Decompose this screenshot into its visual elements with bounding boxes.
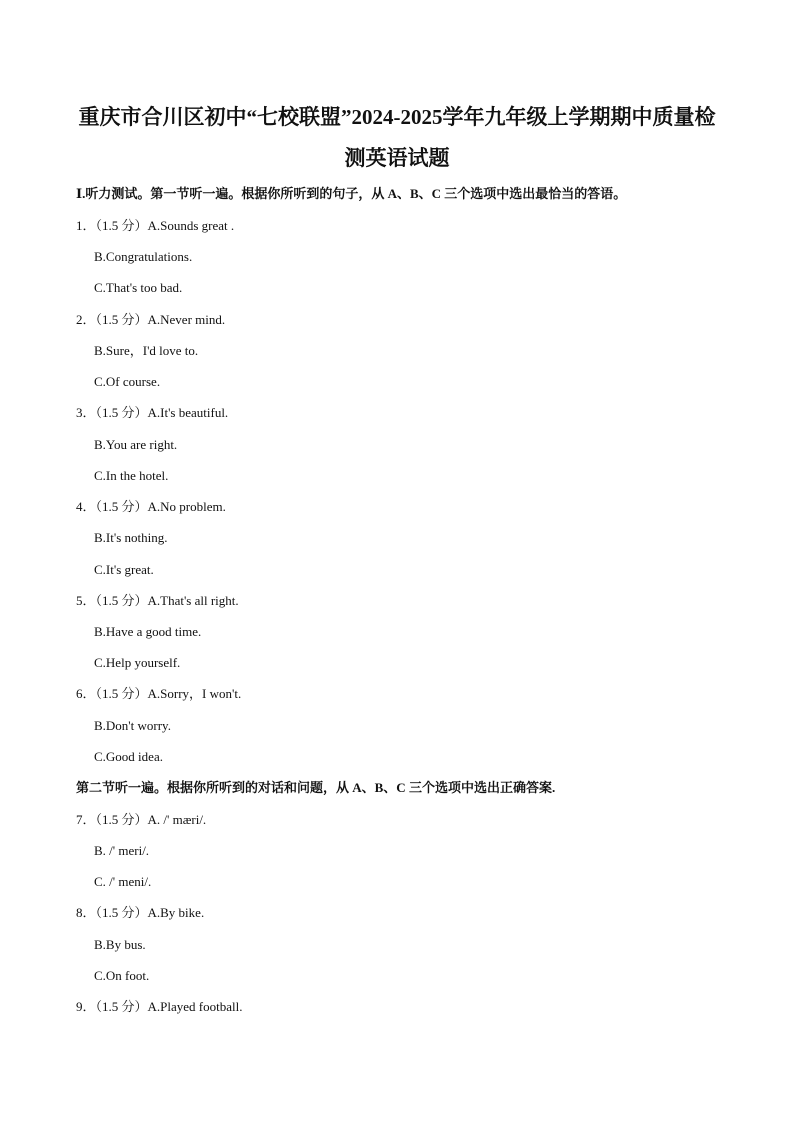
question-8-stem: 8．（1.5 分）A.By bike. — [76, 905, 205, 920]
question-4-stem: 4．（1.5 分）A.No problem. — [76, 499, 226, 514]
question-2-option-c: C.Of course. — [94, 374, 161, 389]
page-title-line-1: 重庆市合川区初中“七校联盟”2024-2025学年九年级上学期期中质量检 — [78, 105, 716, 129]
question-6-option-b: B.Don't worry. — [94, 718, 171, 733]
question-9-stem: 9．（1.5 分）A.Played football. — [76, 999, 243, 1014]
question-1-option-b: B.Congratulations. — [94, 249, 193, 264]
question-7-option-b: B. /' meri/. — [94, 843, 150, 858]
question-2-option-b: B.Sure，I'd love to. — [94, 343, 199, 358]
question-1-stem: 1．（1.5 分）A.Sounds great . — [76, 218, 235, 233]
question-3-option-c: C.In the hotel. — [94, 468, 169, 483]
section-heading-2: 第二节听一遍。根据你所听到的对话和问题，从 A、B、C 三个选项中选出正确答案. — [76, 780, 556, 795]
section-heading-1: Ⅰ.听力测试。第一节听一遍。根据你所听到的句子，从 A、B、C 三个选项中选出最恰当的答语。 — [76, 186, 627, 201]
question-3-option-b: B.You are right. — [94, 437, 178, 452]
question-4-option-c: C.It's great. — [94, 562, 154, 577]
page-title-line-2: 测英语试题 — [344, 146, 450, 170]
question-2-stem: 2．（1.5 分）A.Never mind. — [76, 312, 226, 327]
question-3-stem: 3．（1.5 分）A.It's beautiful. — [76, 405, 229, 420]
question-4-option-b: B.It's nothing. — [94, 530, 168, 545]
question-7-stem: 7．（1.5 分）A. /' mæri/. — [76, 812, 207, 827]
question-6-stem: 6．（1.5 分）A.Sorry，I won't. — [76, 686, 242, 701]
question-8-option-c: C.On foot. — [94, 968, 150, 983]
question-1-option-c: C.That's too bad. — [94, 280, 183, 295]
question-5-stem: 5．（1.5 分）A.That's all right. — [76, 593, 239, 608]
question-5-option-b: B.Have a good time. — [94, 624, 202, 639]
question-5-option-c: C.Help yourself. — [94, 655, 181, 670]
question-7-option-c: C. /' meni/. — [94, 874, 152, 889]
question-6-option-c: C.Good idea. — [94, 749, 163, 764]
question-8-option-b: B.By bus. — [94, 937, 146, 952]
